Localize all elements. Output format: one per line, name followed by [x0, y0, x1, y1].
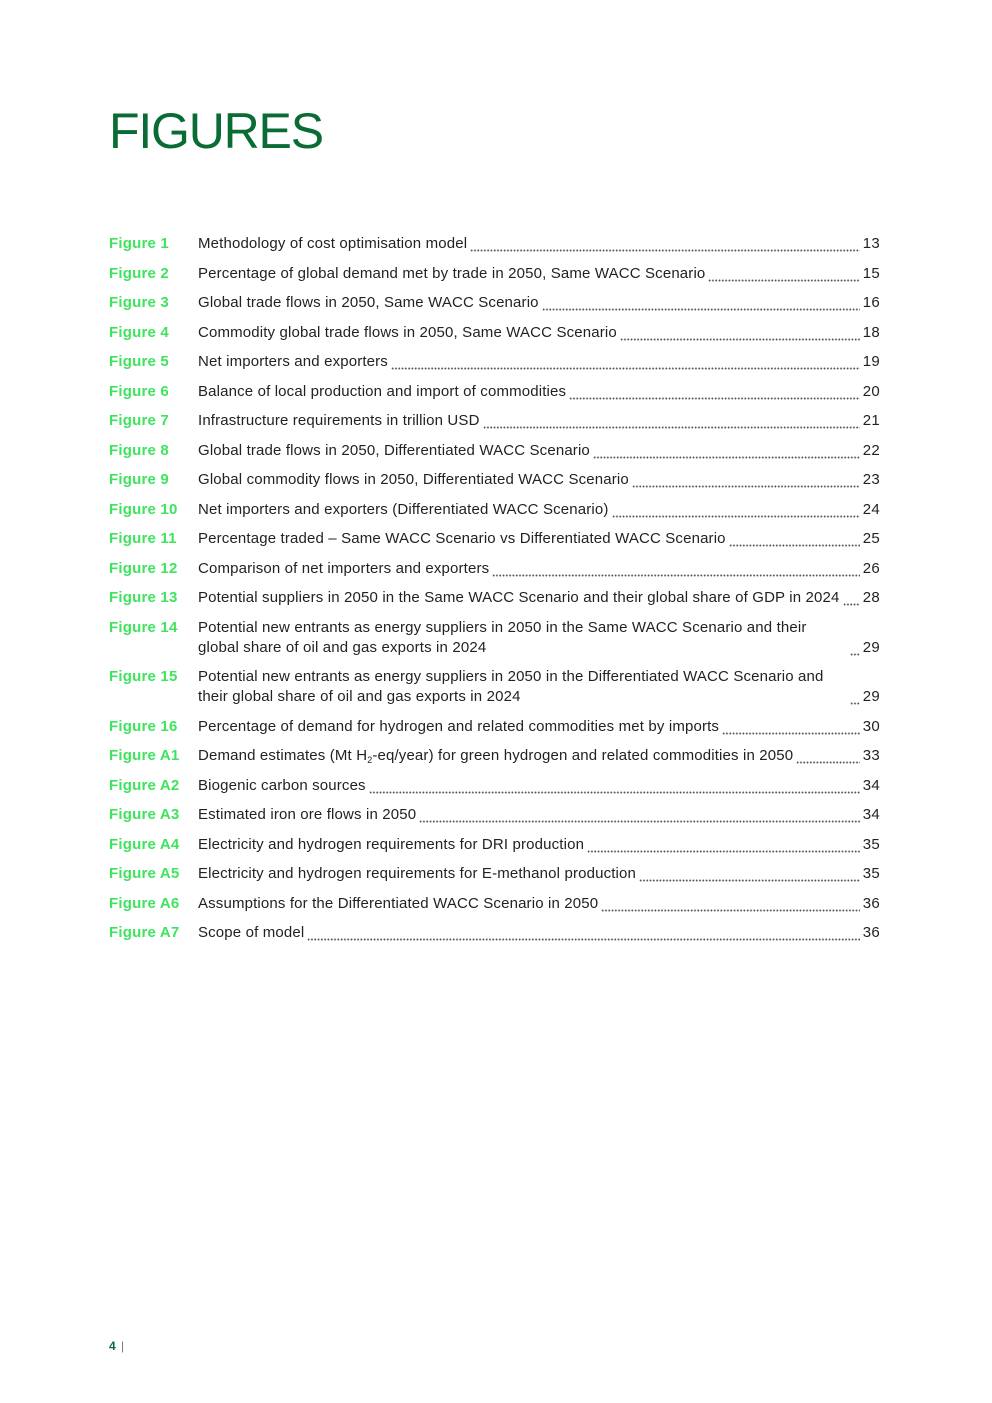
page-number: 22 [862, 441, 880, 459]
toc-entry[interactable] [109, 835, 880, 855]
entry-body [198, 864, 880, 884]
entry-body [198, 470, 880, 490]
page-number: 23 [862, 471, 880, 488]
page-number: 26 [862, 559, 880, 577]
figure-title: Global trade flows in 2050, Differentiated WACC Scenario [198, 441, 590, 459]
figure-label: Figure 1 [109, 235, 169, 252]
page-number: 21 [862, 412, 880, 429]
dot-leader [593, 441, 860, 461]
footer-page-number: 4 [109, 1339, 116, 1353]
figure-title: Global trade flows in 2050, Same WACC Scenario [198, 294, 539, 311]
figure-title: Potential suppliers in 2050 in the Same WACC Scenario and their global share of GDP in 2024 [198, 589, 840, 606]
dot-leader [587, 835, 860, 855]
page-number: 28 [862, 589, 880, 606]
figure-title: Methodology of cost optimisation model [198, 235, 468, 252]
figure-title: Commodity global trade flows in 2050, Same WACC Scenario [198, 323, 617, 341]
figure-title: Net importers and exporters [198, 353, 388, 370]
entry-body [198, 667, 880, 707]
dot-leader [796, 746, 859, 766]
figure-title: Percentage of demand for hydrogen and related commodities met by imports [198, 717, 720, 735]
figure-label: Figure A2 [109, 776, 180, 794]
page-number: 36 [862, 924, 880, 941]
page-number: 30 [862, 717, 880, 735]
dot-leader [483, 411, 860, 431]
figure-title: Global commodity flows in 2050, Differentiated WACC Scenario [198, 471, 629, 488]
figure-label: Figure 7 [109, 412, 169, 429]
toc-entry[interactable] [109, 559, 880, 579]
figure-label: Figure 15 [109, 668, 178, 685]
entry-body [198, 352, 880, 372]
figure-label: Figure 13 [109, 589, 178, 606]
toc-entry[interactable] [109, 234, 880, 254]
page-number: 29 [862, 688, 880, 705]
dot-leader [492, 559, 859, 579]
page-number: 34 [862, 776, 880, 794]
toc-entry[interactable] [109, 529, 880, 549]
page-number: 34 [862, 806, 880, 823]
toc-entry[interactable] [109, 500, 880, 520]
dot-leader [307, 923, 859, 943]
figure-label: Figure 8 [109, 441, 169, 459]
figure-label: Figure A6 [109, 894, 180, 912]
page-number: 16 [862, 294, 880, 311]
dot-leader [620, 323, 860, 343]
entry-body [198, 264, 880, 284]
figure-label: Figure A1 [109, 747, 180, 764]
figure-title: Balance of local production and import of commodities [198, 382, 567, 400]
dot-leader [722, 717, 860, 737]
figure-label: Figure 2 [109, 264, 169, 282]
figure-title: Percentage of global demand met by trade in 2050, Same WACC Scenario [198, 264, 706, 282]
dot-leader [850, 638, 860, 658]
dot-leader [843, 588, 860, 608]
toc-entry[interactable] [109, 441, 880, 461]
figure-label: Figure 4 [109, 323, 169, 341]
figure-label: Figure 5 [109, 353, 169, 370]
entry-body [198, 323, 880, 343]
figure-title: Percentage traded – Same WACC Scenario vs Differentiated WACC Scenario [198, 530, 726, 547]
toc-entry[interactable] [109, 717, 880, 737]
figure-label: Figure 11 [109, 530, 177, 547]
dot-leader [632, 470, 860, 490]
figure-title: Scope of model [198, 924, 305, 941]
page-number: 20 [862, 382, 880, 400]
page-number: 13 [862, 235, 880, 252]
dot-leader [639, 864, 860, 884]
page-number: 19 [862, 353, 880, 370]
entry-body [198, 746, 880, 766]
entry-body [198, 529, 880, 549]
page-number: 15 [862, 264, 880, 282]
dot-leader [708, 264, 859, 284]
entry-body [198, 382, 880, 402]
list-of-figures [109, 234, 880, 953]
entry-body [198, 776, 880, 796]
figure-title: Net importers and exporters (Differentiated WACC Scenario) [198, 500, 609, 518]
entry-body [198, 500, 880, 520]
toc-entry[interactable] [109, 923, 880, 943]
page-number: 36 [862, 894, 880, 912]
dot-leader [729, 529, 860, 549]
page-number: 35 [862, 865, 880, 882]
toc-entry[interactable] [109, 470, 880, 490]
toc-entry[interactable] [109, 293, 880, 313]
figure-label: Figure 16 [109, 717, 178, 735]
dot-leader [569, 382, 860, 402]
figure-title: Infrastructure requirements in trillion USD [198, 412, 480, 429]
figure-title [198, 746, 793, 766]
page-number: 29 [862, 638, 880, 656]
entry-body [198, 835, 880, 855]
toc-entry[interactable] [109, 805, 880, 825]
page-number: 33 [862, 747, 880, 764]
footer-separator: | [121, 1339, 125, 1353]
figure-label: Figure A4 [109, 835, 180, 853]
entry-body [198, 559, 880, 579]
figure-label: Figure 10 [109, 500, 178, 518]
entry-body [198, 894, 880, 914]
page-number: 25 [862, 530, 880, 547]
entry-body [198, 805, 880, 825]
toc-entry[interactable] [109, 894, 880, 914]
figure-label: Figure A5 [109, 865, 180, 882]
figure-title: Electricity and hydrogen requirements for E-methanol production [198, 865, 637, 882]
dot-leader [850, 687, 860, 707]
toc-entry[interactable] [109, 588, 880, 608]
dot-leader [369, 776, 860, 796]
figure-title-part: -eq/year) for green hydrogen and related commodities in 2050 [372, 747, 794, 764]
entry-body [198, 441, 880, 461]
figure-title: Biogenic carbon sources [198, 776, 366, 794]
page-number: 24 [862, 500, 880, 518]
toc-entry[interactable] [109, 864, 880, 884]
toc-entry[interactable] [109, 667, 880, 707]
subscript: 2 [367, 755, 373, 765]
figure-title: Comparison of net importers and exporters [198, 559, 490, 577]
toc-entry[interactable] [109, 776, 880, 796]
page-number: 35 [862, 835, 880, 853]
figure-label: Figure A7 [109, 924, 180, 941]
page-number: 18 [862, 323, 880, 341]
toc-entry[interactable] [109, 618, 880, 658]
toc-entry[interactable] [109, 352, 880, 372]
dot-leader [419, 805, 859, 825]
entry-body [198, 588, 880, 608]
page-title: FIGURES [109, 103, 323, 159]
figure-title: Potential new entrants as energy suppliers in 2050 in the Differentiated WACC Scenario and their global share of oil and gas exports in 2024 [198, 668, 824, 705]
figure-title: Electricity and hydrogen requirements for DRI production [198, 835, 585, 853]
dot-leader [391, 352, 860, 372]
toc-entry[interactable] [109, 264, 880, 284]
dot-leader [612, 500, 860, 520]
figure-label: Figure 6 [109, 382, 169, 400]
figure-title: Estimated iron ore flows in 2050 [198, 806, 417, 823]
entry-body [198, 234, 880, 254]
dot-leader [542, 293, 860, 313]
entry-body [198, 618, 880, 658]
figure-label: Figure 9 [109, 471, 169, 488]
figure-label: Figure 14 [109, 618, 178, 636]
toc-entry[interactable] [109, 382, 880, 402]
figure-label: Figure 3 [109, 294, 169, 311]
figure-title: Assumptions for the Differentiated WACC Scenario in 2050 [198, 894, 599, 912]
page-footer [109, 1338, 124, 1354]
toc-entry[interactable] [109, 323, 880, 343]
toc-entry[interactable] [109, 746, 880, 766]
entry-body [198, 717, 880, 737]
entry-body [198, 293, 880, 313]
figure-label: Figure 12 [109, 559, 178, 577]
entry-body [198, 411, 880, 431]
entry-body [198, 923, 880, 943]
dot-leader [601, 894, 859, 914]
figure-label: Figure A3 [109, 806, 180, 823]
dot-leader [470, 234, 860, 254]
figure-title: Potential new entrants as energy suppliers in 2050 in the Same WACC Scenario and their global share of oil and gas exports in 2024 [198, 618, 807, 656]
toc-entry[interactable] [109, 411, 880, 431]
figure-title-part: Demand estimates (Mt H [198, 747, 368, 764]
